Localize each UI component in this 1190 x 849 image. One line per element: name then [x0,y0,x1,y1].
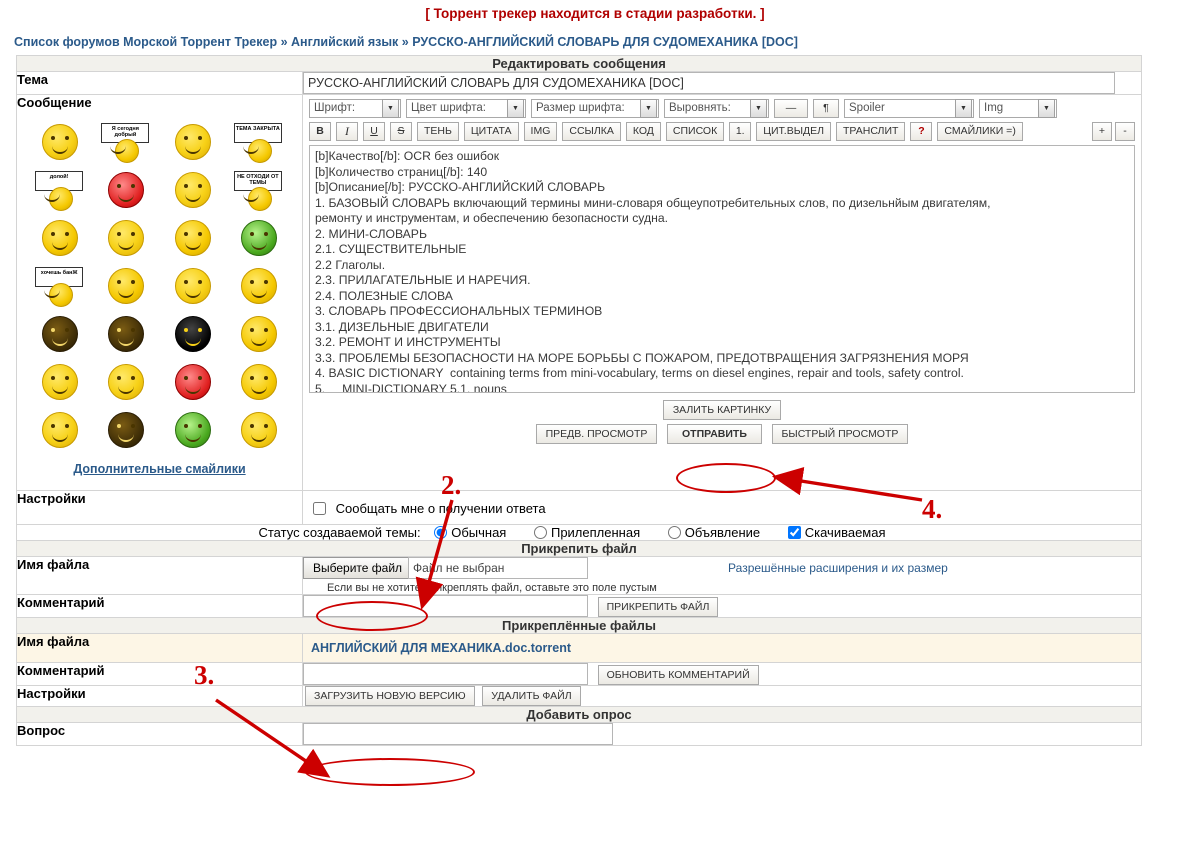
breadcrumb-forum-link[interactable]: Английский язык [291,35,399,49]
subject-row [17,72,1142,95]
dev-banner: [ Торрент трекер находится в стадии разработки. ] [425,6,765,21]
smiley-icon[interactable] [42,124,78,160]
smiley-sign-text: хочешь банЖ [35,267,83,287]
smiley-icon[interactable] [175,268,211,304]
list-button[interactable]: СПИСОК [666,122,724,141]
smiley-icon[interactable] [175,316,211,352]
font-select[interactable] [309,99,401,118]
message-section [17,95,303,491]
breadcrumb-topic-link[interactable]: РУССКО-АНГЛИЙСКИЙ СЛОВАРЬ ДЛЯ СУДОМЕХАНИКА [DOC] [412,35,798,49]
chevron-down-icon: ▼ [640,99,657,118]
smiley-sign-icon[interactable] [35,173,85,207]
annotation-4-label: 4. [922,494,943,524]
submit-buttons [309,396,1135,452]
chevron-down-icon: ▼ [955,99,972,118]
attach-comment-label: Комментарий [17,595,303,618]
subject-field-cell [303,72,1142,95]
subject-input[interactable] [303,72,1115,94]
smiley-sign-icon[interactable] [101,125,151,159]
bold-button[interactable]: B [309,122,331,141]
textarea-enlarge-button[interactable]: + [1092,122,1112,141]
topic-status-label: Статус создаваемой темы: [258,525,421,540]
link-button[interactable]: ССЫЛКА [562,122,620,141]
notify-label: Сообщать мне о получении ответа [335,501,546,516]
attached-comment-label: Комментарий [17,663,303,686]
attach-hint: Если вы не хотите прикреплять файл, оставьте это поле пустым [327,582,657,594]
smiley-face [49,187,73,211]
font-size-select[interactable] [531,99,659,118]
more-smilies [21,452,298,486]
smiley-icon[interactable] [108,220,144,256]
smiley-icon[interactable] [42,412,78,448]
attach-title: Прикрепить файл [17,541,1142,557]
chevron-down-icon: ▼ [750,99,767,118]
smiley-sign-text: Я сегодня добрый [101,123,149,143]
status-checkbox-downloadable[interactable] [788,526,801,539]
smiley-face [115,139,139,163]
smilies-grid [21,116,298,452]
textarea-shrink-button[interactable]: - [1115,122,1135,141]
send-button[interactable]: ОТПРАВИТЬ [667,424,762,444]
poll-title: Добавить опрос [17,707,1142,723]
delete-file-button[interactable]: УДАЛИТЬ ФАЙЛ [482,686,580,706]
italic-button[interactable]: I [336,122,358,141]
img-select-label: Img [984,102,1004,114]
poll-question-input[interactable] [303,723,613,745]
breadcrumb-separator-2: » [401,35,409,49]
highlight-upload-new-version-button [305,758,475,786]
attach-filename-row [17,557,1142,595]
edit-post-form [16,55,1142,746]
quote-selected-button[interactable]: ЦИТ.ВЫДЕЛ [756,122,831,141]
align-select[interactable] [664,99,769,118]
smiley-sign-text: НЕ ОТХОДИ ОТ ТЕМЫ [234,171,282,191]
smilies-button[interactable]: СМАЙЛИКИ =) [937,122,1022,141]
attach-filename-cell [303,557,1142,595]
more-smilies-link[interactable]: Дополнительные смайлики [73,462,246,476]
smiley-face [248,139,272,163]
smiley-icon[interactable] [175,172,211,208]
smiley-sign-text: долой! [35,171,83,191]
font-select-label: Шрифт: [314,102,356,114]
attached-comment-cell [303,663,1142,686]
ordered-list-button[interactable]: 1. [729,122,751,141]
status-radio-announce[interactable] [668,526,681,539]
editor-wrapper [303,95,1141,458]
shadow-button[interactable]: ТЕНЬ [417,122,459,141]
smiley-icon[interactable] [108,412,144,448]
breadcrumb [0,25,1190,55]
smiley-sign-icon[interactable] [35,269,85,303]
smiley-icon[interactable] [175,220,211,256]
topic-status-cell [17,525,1142,541]
settings-label: Настройки [17,491,303,525]
smiley-icon[interactable] [175,124,211,160]
attach-filename-label: Имя файла [17,557,303,595]
status-option-sticky-label: Прилепленная [550,525,641,540]
smiley-face [248,187,272,211]
attached-title: Прикреплённые файлы [17,618,1142,634]
chevron-down-icon: ▼ [1038,99,1055,118]
smiley-icon[interactable] [108,316,144,352]
status-option-downloadable-label: Скачиваемая [804,525,886,540]
chevron-down-icon: ▼ [382,99,399,118]
status-option-normal-label: Обычная [451,525,507,540]
textarea-size-controls [1092,122,1135,141]
spoiler-select-label: Spoiler [849,102,885,114]
img-button[interactable]: IMG [524,122,558,141]
smiley-icon[interactable] [175,412,211,448]
strike-button[interactable]: S [390,122,412,141]
attach-comment-cell [303,595,1142,618]
attached-settings-label: Настройки [17,686,303,707]
smiley-face [49,283,73,307]
panel-title: Редактировать сообщения [17,56,1142,72]
attach-file-button[interactable]: ПРИКРЕПИТЬ ФАЙЛ [598,597,719,617]
poll-question-label: Вопрос [17,723,303,746]
annotation-3-label: 3. [194,660,215,690]
align-select-label: Выровнять: [669,102,731,114]
choose-file-button[interactable]: Выберите файл [303,557,412,579]
attached-filename-cell [303,634,1142,663]
editor-toolbar-row-2 [309,122,1135,141]
breadcrumb-root-link[interactable]: Список форумов Морской Торрент Трекер [14,35,278,49]
attached-header-row [17,618,1142,634]
smilies-panel [17,110,302,490]
settings-row [17,491,1142,525]
status-option-sticky[interactable] [524,525,640,540]
attached-filename-link[interactable]: АНГЛИЙСКИЙ ДЛЯ МЕХАНИКА.doc.torrent [311,641,572,655]
status-radio-sticky[interactable] [534,526,547,539]
poll-header-row [17,707,1142,723]
attach-comment-input[interactable] [303,595,588,617]
attached-filename-label: Имя файла [17,634,303,663]
attach-comment-row [17,595,1142,618]
upload-image-button[interactable]: ЗАЛИТЬ КАРТИНКУ [663,400,781,420]
editor-cell [303,95,1142,491]
poll-question-row [17,723,1142,746]
subject-label: Тема [17,72,303,95]
smiley-icon[interactable] [175,364,211,400]
paragraph-button[interactable]: ¶ [813,99,839,118]
editor-toolbar-row-1 [309,99,1135,118]
chosen-file-name: Файл не выбран [408,557,588,579]
annotation-2-label: 2. [441,470,462,500]
poll-question-cell [303,723,1142,746]
smiley-icon[interactable] [108,364,144,400]
attached-comment-row [17,663,1142,686]
breadcrumb-separator-1: » [280,35,288,49]
hr-button[interactable]: — [774,99,808,118]
img-select[interactable] [979,99,1057,118]
topic-status-row [17,525,1142,541]
settings-cell [303,491,1142,525]
font-color-select[interactable] [406,99,526,118]
attached-settings-cell [303,686,1142,707]
status-option-downloadable[interactable] [778,525,886,540]
translit-button[interactable]: ТРАНСЛИТ [836,122,905,141]
smiley-sign-icon[interactable] [234,125,284,159]
smiley-icon[interactable] [42,364,78,400]
status-option-announce-label: Объявление [684,525,761,540]
smiley-icon[interactable] [108,268,144,304]
preview-button[interactable]: ПРЕДВ. ПРОСМОТР [536,424,658,444]
code-button[interactable]: КОД [626,122,661,141]
help-button[interactable]: ? [910,122,932,141]
notify-checkbox-line [303,491,1141,524]
upload-new-version-button[interactable]: ЗАГРУЗИТЬ НОВУЮ ВЕРСИЮ [305,686,475,706]
notify-checkbox[interactable] [313,502,326,515]
message-textarea[interactable] [309,145,1135,393]
spoiler-select[interactable] [844,99,974,118]
smiley-icon[interactable] [42,220,78,256]
quote-button[interactable]: ЦИТАТА [464,122,519,141]
panel-header-row [17,56,1142,72]
smiley-icon[interactable] [241,268,277,304]
status-option-normal[interactable] [424,525,506,540]
smiley-icon[interactable] [42,316,78,352]
attached-settings-row [17,686,1142,707]
underline-button[interactable]: U [363,122,385,141]
permitted-extensions-link[interactable]: Разрешённые расширения и их размер [728,561,948,575]
smiley-sign-icon[interactable] [234,173,284,207]
smiley-icon[interactable] [108,172,144,208]
attached-comment-input[interactable] [303,663,588,685]
message-row [17,95,1142,491]
smiley-icon[interactable] [241,316,277,352]
smiley-sign-text: ТЕМА ЗАКРЫТА [234,123,282,143]
attach-header-row [17,541,1142,557]
font-color-select-label: Цвет шрифта: [411,102,486,114]
smiley-icon[interactable] [241,220,277,256]
message-label: Сообщение [17,95,92,110]
smiley-icon[interactable] [241,412,277,448]
attached-filename-row [17,634,1142,663]
font-size-select-label: Размер шрифта: [536,102,625,114]
chevron-down-icon: ▼ [507,99,524,118]
smiley-icon[interactable] [241,364,277,400]
quick-preview-button[interactable]: БЫСТРЫЙ ПРОСМОТР [772,424,909,444]
status-option-announce[interactable] [658,525,760,540]
status-radio-normal[interactable] [434,526,447,539]
update-comment-button[interactable]: ОБНОВИТЬ КОММЕНТАРИЙ [598,665,759,685]
